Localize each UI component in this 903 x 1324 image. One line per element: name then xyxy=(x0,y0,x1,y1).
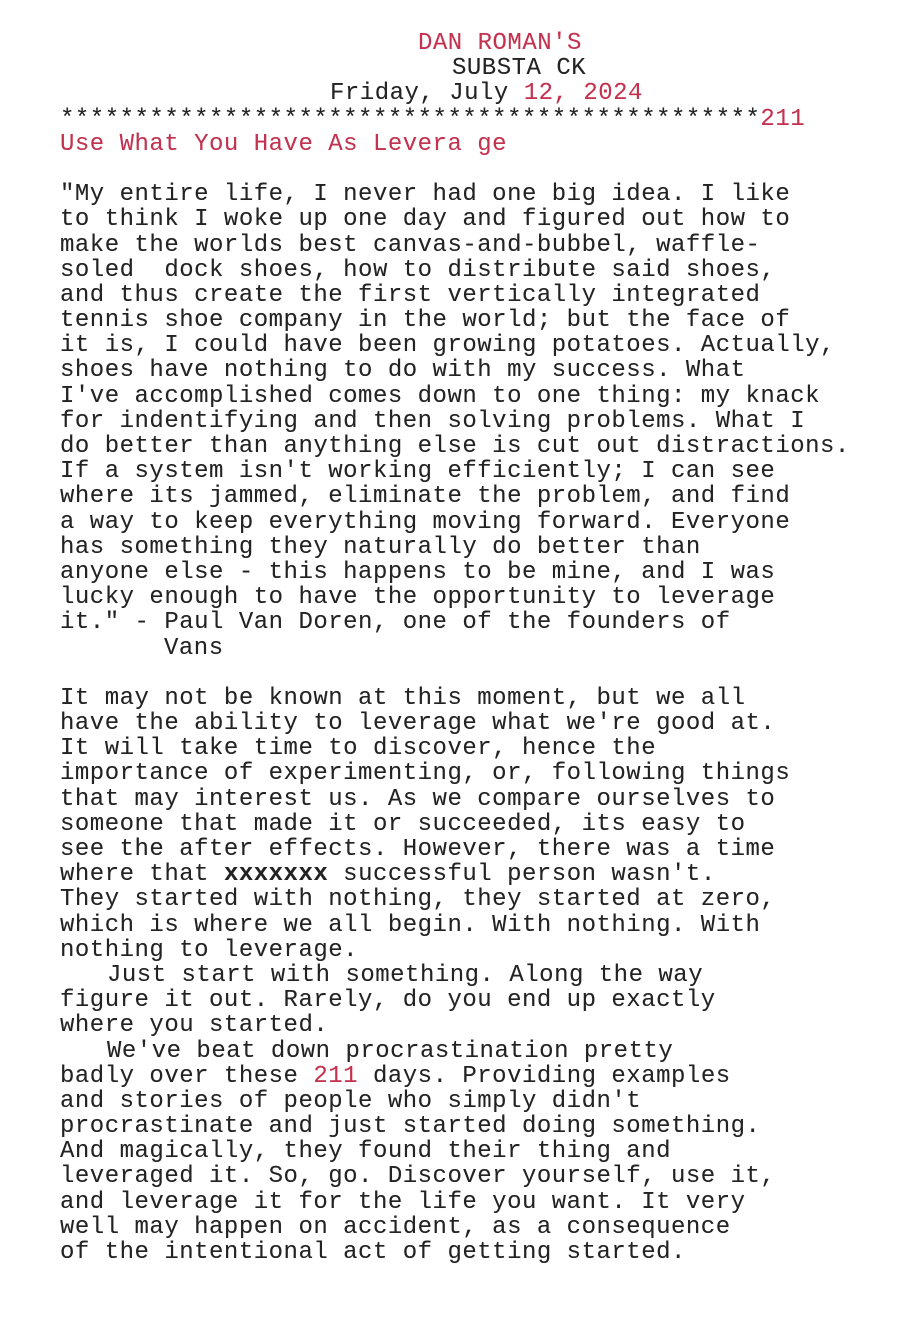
body-line: and leverage it for the life you want. It very xyxy=(60,1188,746,1216)
body-line: They started with nothing, they started at zero, xyxy=(60,886,776,914)
body-line: figure it out. Rarely, do you end up exactly xyxy=(60,987,716,1015)
quote-line: do better than anything else is cut out distractions. xyxy=(60,433,850,460)
quote-line: tennis shoe company in the world; but the face of xyxy=(60,307,791,335)
body-line: Just start with something. Along the way xyxy=(107,961,704,989)
body-line xyxy=(60,1064,890,1089)
quote-line: a way to keep everything moving forward. Everyone xyxy=(60,508,791,536)
days-line-before: badly over these xyxy=(60,1062,314,1090)
quote-line: and thus create the first vertically integrated xyxy=(60,281,761,309)
body-line: that may interest us. As we compare ourselves to xyxy=(60,785,776,813)
quote-line: for indentifying and then solving problems. What I xyxy=(60,407,806,435)
quote-line: shoes have nothing to do with my success. What xyxy=(60,357,746,385)
struck-line-after: successful person wasn't. xyxy=(328,861,716,889)
typewritten-sheet xyxy=(60,31,890,1265)
quote-attribution-line: it." - Paul Van Doren, one of the founders of xyxy=(60,609,731,637)
quote-line: lucky enough to have the opportunity to leverage xyxy=(60,584,776,612)
body-line: It may not be known at this moment, but we all xyxy=(60,684,746,712)
quote-line: If a system isn't working efficiently; I can see xyxy=(60,458,776,486)
quote-line: anyone else - this happens to be mine, and I was xyxy=(60,558,776,586)
body-line: which is where we all begin. With nothing. With xyxy=(60,911,761,939)
body-line: And magically, they found their thing and xyxy=(60,1138,671,1166)
quote-line: "My entire life, I never had one big idea. I like xyxy=(60,181,791,209)
blank-line xyxy=(60,157,890,182)
body-line: leveraged it. So, go. Discover yourself, use it, xyxy=(60,1163,776,1191)
struck-line-before: where that xyxy=(60,861,224,889)
body-line: someone that made it or succeeded, its easy to xyxy=(60,810,746,838)
days-line-after: days. Providing examples xyxy=(358,1062,731,1090)
body-line xyxy=(60,862,890,887)
day-count: 211 xyxy=(760,105,806,133)
date-day-year: 12, 2024 xyxy=(523,80,643,108)
body-line: of the intentional act of getting started. xyxy=(60,1239,686,1266)
quote-attribution-tail: Vans xyxy=(164,634,224,662)
body-line: It will take time to discover, hence the xyxy=(60,735,657,763)
asterisk-rule xyxy=(60,107,890,132)
body-line: nothing to leverage. xyxy=(60,936,359,964)
date-weekday-month: Friday, July xyxy=(330,80,524,108)
quote-line: it is, I could have been growing potatoes. Actually, xyxy=(60,332,835,360)
body-line: procrastinate and just started doing something. xyxy=(60,1113,761,1141)
asterisk-row: *********************************************** xyxy=(60,105,761,133)
body-line: and stories of people who simply didn't xyxy=(60,1087,642,1115)
quote-line: soled dock shoes, how to distribute said shoes, xyxy=(60,256,776,284)
post-date xyxy=(330,81,890,106)
body-line: where you started. xyxy=(60,1012,329,1040)
struck-out-word: xxxxxxx xyxy=(223,861,329,889)
blank-line xyxy=(60,661,890,686)
quote-line: where its jammed, eliminate the problem, and find xyxy=(60,483,791,511)
body-line: see the after effects. However, there was a time xyxy=(60,836,776,863)
author-name: DAN ROMAN'S xyxy=(418,30,582,57)
quote-line: make the worlds best canvas-and-bubbel, waffle- xyxy=(60,231,761,259)
quote-line: I've accomplished comes down to one thing: my knack xyxy=(60,382,821,410)
post-title: Use What You Have As Levera ge xyxy=(60,130,508,158)
quote-line: has something they naturally do better than xyxy=(60,533,701,561)
body-line: importance of experimenting, or, following things xyxy=(60,760,791,788)
body-line: well may happen on accident, as a consequence xyxy=(60,1213,731,1241)
body-line: have the ability to leverage what we're good at. xyxy=(60,710,776,738)
body-line: We've beat down procrastination pretty xyxy=(107,1037,674,1065)
publication-name: SUBSTA CK xyxy=(452,55,587,83)
days-count: 211 xyxy=(313,1062,359,1090)
quote-line: to think I woke up one day and figured out how to xyxy=(60,206,791,234)
